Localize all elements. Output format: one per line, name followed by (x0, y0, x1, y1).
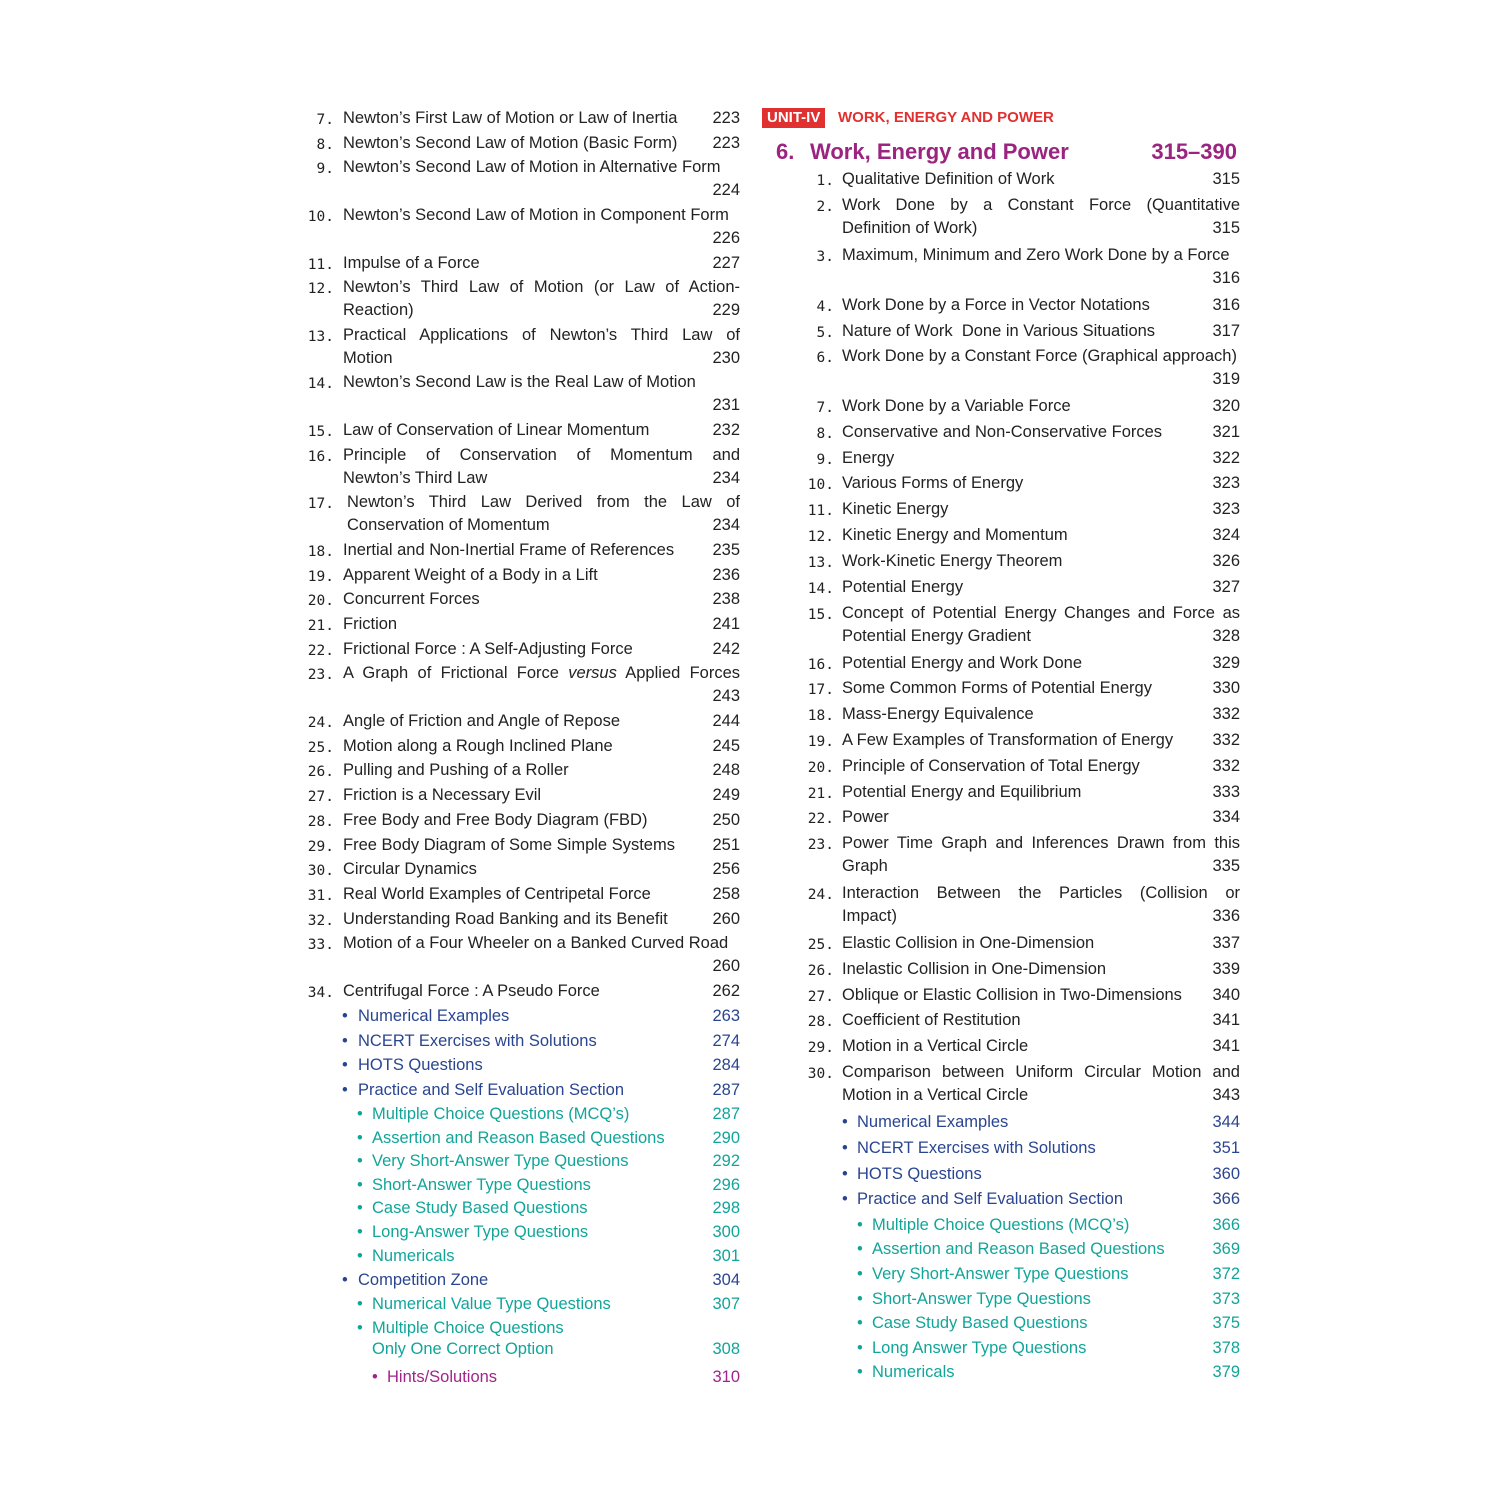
entry-page: 333 (1212, 783, 1240, 801)
entry-title: Principle of Conservation of Total Energy (842, 757, 1140, 775)
entry-title: Oblique or Elastic Collision in Two-Dimensions (842, 986, 1182, 1004)
entry-page: 332 (1212, 731, 1240, 749)
bullet-dot: • (857, 1265, 863, 1283)
entry-title: Interaction Between the Particles (Collision or (842, 884, 1240, 902)
bullet-label: Competition Zone (358, 1271, 489, 1289)
entry-page: 341 (1212, 1011, 1240, 1029)
entry-number: 14. (307, 376, 334, 392)
entry-page: 251 (712, 836, 740, 854)
bullet-dot: • (357, 1176, 363, 1194)
entry-title: Motion along a Rough Inclined Plane (343, 737, 613, 755)
bullet-page: 287 (712, 1105, 740, 1123)
entry-number: 29. (807, 1040, 834, 1056)
entry-page: 332 (1212, 705, 1240, 723)
entry-number: 13. (807, 555, 834, 571)
bullet-page: 292 (712, 1152, 740, 1170)
entry-page: 232 (712, 421, 740, 439)
entry-title-cont: Motion in a Vertical Circle (842, 1086, 1029, 1104)
bullet-dot: • (842, 1113, 848, 1131)
entry-number: 4. (816, 299, 834, 315)
entry-number: 21. (307, 618, 334, 634)
bullet-label: HOTS Questions (857, 1165, 982, 1183)
entry-number: 23. (807, 837, 834, 853)
entry-title: Inertial and Non-Inertial Frame of References (343, 541, 675, 559)
bullet-page: 298 (712, 1199, 740, 1217)
entry-title: Comparison between Uniform Circular Motion and (842, 1063, 1240, 1081)
entry-title: Free Body and Free Body Diagram (FBD) (343, 811, 648, 829)
entry-title: Qualitative Definition of Work (842, 170, 1055, 188)
entry-title: Free Body Diagram of Some Simple Systems (343, 836, 675, 854)
bullet-page: 287 (712, 1081, 740, 1099)
entry-page: 327 (1212, 578, 1240, 596)
entry-title-cont: Reaction) (343, 301, 414, 319)
entry-title: Conservative and Non-Conservative Forces (842, 423, 1163, 441)
bullet-dot: • (357, 1295, 363, 1313)
bullet-label: Multiple Choice Questions (MCQ’s) (872, 1216, 1130, 1234)
entry-number: 12. (307, 281, 334, 297)
entry-page: 319 (1212, 370, 1240, 388)
entry-title: Potential Energy and Work Done (842, 654, 1082, 672)
bullet-dot: • (357, 1223, 363, 1241)
bullet-label: Very Short-Answer Type Questions (372, 1152, 629, 1170)
entry-number: 25. (807, 937, 834, 953)
entry-title: Newton’s Second Law of Motion (Basic Form) (343, 134, 678, 152)
entry-number: 15. (307, 424, 334, 440)
entry-title: Real World Examples of Centripetal Force (343, 885, 651, 903)
entry-number: 11. (807, 503, 834, 519)
entry-page: 260 (712, 957, 740, 975)
entry-number: 30. (807, 1066, 834, 1082)
entry-title: A Graph of Frictional Force versus Applied Forces (343, 664, 741, 682)
entry-page: 343 (1212, 1086, 1240, 1104)
entry-page: 321 (1212, 423, 1240, 441)
bullet-page: 360 (1212, 1165, 1240, 1183)
entry-page: 227 (712, 254, 740, 272)
bullet-page: 296 (712, 1176, 740, 1194)
entry-number: 7. (816, 400, 834, 416)
entry-page: 245 (712, 737, 740, 755)
entry-title: Newton’s Third Law Derived from the Law of (347, 493, 740, 511)
entry-number: 9. (316, 161, 334, 177)
entry-title: Work Done by a Force in Vector Notations (842, 296, 1150, 314)
bullet-dot: • (357, 1247, 363, 1265)
entry-number: 32. (307, 913, 334, 929)
entry-number: 1. (816, 173, 834, 189)
entry-number: 19. (307, 569, 334, 585)
bullet-page: 344 (1212, 1113, 1240, 1131)
entry-page: 317 (1212, 322, 1240, 340)
bullet-label: Practice and Self Evaluation Section (358, 1081, 624, 1099)
entry-title: Practical Applications of Newton’s Third Law of (343, 326, 740, 344)
entry-page: 230 (712, 349, 740, 367)
entry-title: A Few Examples of Transformation of Energy (842, 731, 1174, 749)
entry-page: 316 (1212, 296, 1240, 314)
entry-title: Nature of Work Done in Various Situations (842, 322, 1156, 340)
entry-title-cont: Newton’s Third Law (343, 469, 488, 487)
entry-title: Motion in a Vertical Circle (842, 1037, 1029, 1055)
bullet-label: Numerical Value Type Questions (372, 1295, 611, 1313)
entry-number: 3. (816, 249, 834, 265)
entry-number: 6. (816, 350, 834, 366)
chapter-page-range: 315–390 (1151, 139, 1237, 164)
entry-number: 30. (307, 863, 334, 879)
entry-page: 322 (1212, 449, 1240, 467)
entry-number: 17. (807, 682, 834, 698)
bullet-label: Long-Answer Type Questions (372, 1223, 589, 1241)
entry-title: Motion of a Four Wheeler on a Banked Curved Road (343, 934, 729, 952)
entry-title: Newton’s First Law of Motion or Law of Inertia (343, 109, 678, 127)
entry-title: Pulling and Pushing of a Roller (343, 761, 569, 779)
bullet-page: 369 (1212, 1240, 1240, 1258)
bullet-page: 375 (1212, 1314, 1240, 1332)
bullet-label: Numericals (872, 1363, 955, 1381)
entry-page: 229 (712, 301, 740, 319)
entry-title-cont: Definition of Work) (842, 219, 978, 237)
entry-page: 334 (1212, 808, 1240, 826)
entry-page: 332 (1212, 757, 1240, 775)
bullet-label-cont: Only One Correct Option (372, 1340, 554, 1358)
entry-title: Newton’s Second Law of Motion in Alternative Form (343, 158, 721, 176)
entry-page: 234 (712, 516, 740, 534)
entry-page: 315 (1212, 219, 1240, 237)
entry-title: Maximum, Minimum and Zero Work Done by a Force (842, 246, 1230, 264)
entry-page: 336 (1212, 907, 1240, 925)
entry-page: 337 (1212, 934, 1240, 952)
entry-title: Angle of Friction and Angle of Repose (343, 712, 621, 730)
entry-number: 13. (307, 329, 334, 345)
entry-number: 16. (307, 449, 334, 465)
bullet-label: HOTS Questions (358, 1056, 483, 1074)
bullet-dot: • (842, 1139, 848, 1157)
bullet-page: 372 (1212, 1265, 1240, 1283)
bullet-dot: • (342, 1007, 348, 1025)
entry-page: 260 (712, 910, 740, 928)
bullet-dot: • (857, 1314, 863, 1332)
entry-title: Understanding Road Banking and its Benefit (343, 910, 668, 928)
entry-title: Concept of Potential Energy Changes and Force as (842, 604, 1240, 622)
bullet-label: NCERT Exercises with Solutions (358, 1032, 597, 1050)
entry-page: 241 (712, 615, 740, 633)
entry-number: 21. (807, 786, 834, 802)
entry-page: 234 (712, 469, 740, 487)
bullet-dot: • (357, 1152, 363, 1170)
entry-page: 316 (1212, 269, 1240, 287)
bullet-dot: • (857, 1240, 863, 1258)
entry-number: 22. (807, 811, 834, 827)
entry-number: 29. (307, 839, 334, 855)
entry-title-cont: Graph (842, 857, 888, 875)
bullet-dot: • (357, 1319, 363, 1337)
bullet-label: Practice and Self Evaluation Section (857, 1190, 1123, 1208)
entry-page: 256 (712, 860, 740, 878)
bullet-dot: • (342, 1032, 348, 1050)
entry-number: 28. (307, 814, 334, 830)
entry-title: Newton’s Second Law of Motion in Component Form (343, 206, 729, 224)
entry-title-cont: Conservation of Momentum (347, 516, 550, 534)
entry-number: 27. (807, 989, 834, 1005)
entry-title: Friction is a Necessary Evil (343, 786, 542, 804)
entry-page: 324 (1212, 526, 1240, 544)
entry-page: 223 (712, 109, 740, 127)
entry-number: 11. (307, 257, 334, 273)
entry-title: Concurrent Forces (343, 590, 480, 608)
entry-number: 8. (316, 137, 334, 153)
entry-title: Mass-Energy Equivalence (842, 705, 1034, 723)
entry-number: 26. (807, 963, 834, 979)
bullet-page: 301 (712, 1247, 740, 1265)
bullet-label: Numerical Examples (857, 1113, 1009, 1131)
entry-title: Law of Conservation of Linear Momentum (343, 421, 650, 439)
entry-title: Centrifugal Force : A Pseudo Force (343, 982, 600, 1000)
entry-number: 18. (307, 544, 334, 560)
entry-page: 329 (1212, 654, 1240, 672)
bullet-label: Numerical Examples (358, 1007, 510, 1025)
entry-title: Potential Energy and Equilibrium (842, 783, 1082, 801)
bullet-page: 366 (1212, 1216, 1240, 1234)
entry-number: 22. (307, 643, 334, 659)
entry-number: 9. (816, 452, 834, 468)
entry-page: 323 (1212, 500, 1240, 518)
chapter-number: 6. (776, 139, 795, 164)
bullet-page: 263 (712, 1007, 740, 1025)
bullet-label: Multiple Choice Questions (MCQ’s) (372, 1105, 630, 1123)
entry-page: 341 (1212, 1037, 1240, 1055)
bullet-dot: • (842, 1165, 848, 1183)
bullet-page: 308 (712, 1340, 740, 1358)
entry-number: 5. (816, 325, 834, 341)
bullet-page: 351 (1212, 1139, 1240, 1157)
entry-number: 19. (807, 734, 834, 750)
bullet-label: Short-Answer Type Questions (372, 1176, 591, 1194)
bullet-label: Very Short-Answer Type Questions (872, 1265, 1129, 1283)
bullet-label: Assertion and Reason Based Questions (872, 1240, 1165, 1258)
chapter-heading[interactable] (776, 138, 1240, 166)
entry-number: 23. (307, 667, 334, 683)
bullet-label: Hints/Solutions (387, 1368, 498, 1386)
entry-page: 243 (712, 687, 740, 705)
entry-page: 223 (712, 134, 740, 152)
entry-title: Principle of Conservation of Momentum and (343, 446, 740, 464)
bullet-page: 310 (712, 1368, 740, 1386)
bullet-dot: • (842, 1190, 848, 1208)
entry-title: Elastic Collision in One-Dimension (842, 934, 1095, 952)
chapter-title: Work, Energy and Power (810, 139, 1069, 164)
entry-number: 18. (807, 708, 834, 724)
bullet-page: 274 (712, 1032, 740, 1050)
bullet-dot: • (357, 1199, 363, 1217)
entry-title: Various Forms of Energy (842, 474, 1024, 492)
entry-number: 25. (307, 740, 334, 756)
entry-page: 339 (1212, 960, 1240, 978)
entry-number: 10. (807, 477, 834, 493)
entry-page: 330 (1212, 679, 1240, 697)
entry-page: 320 (1212, 397, 1240, 415)
bullet-label: Multiple Choice Questions (372, 1319, 564, 1337)
entry-number: 27. (307, 789, 334, 805)
entry-title: Circular Dynamics (343, 860, 477, 878)
entry-title: Energy (842, 449, 895, 467)
bullet-page: 300 (712, 1223, 740, 1241)
bullet-page: 378 (1212, 1339, 1240, 1357)
entry-page: 235 (712, 541, 740, 559)
entry-number: 7. (316, 112, 334, 128)
bullet-page: 366 (1212, 1190, 1240, 1208)
bullet-dot: • (857, 1363, 863, 1381)
entry-title-cont: Impact) (842, 907, 898, 925)
entry-number: 26. (307, 764, 334, 780)
entry-number: 24. (807, 887, 834, 903)
entry-number: 2. (816, 199, 834, 215)
entry-page: 326 (1212, 552, 1240, 570)
bullet-label: Numericals (372, 1247, 455, 1265)
entry-title: Coefficient of Restitution (842, 1011, 1021, 1029)
entry-number: 17. (307, 496, 334, 512)
bullet-page: 304 (712, 1271, 740, 1289)
entry-page: 236 (712, 566, 740, 584)
entry-page: 258 (712, 885, 740, 903)
entry-title: Frictional Force : A Self-Adjusting Force (343, 640, 633, 658)
entry-page: 242 (712, 640, 740, 658)
entry-number: 15. (807, 607, 834, 623)
entry-number: 24. (307, 715, 334, 731)
entry-title: Work Done by a Variable Force (842, 397, 1071, 415)
entry-title: Newton’s Third Law of Motion (or Law of Action- (343, 278, 740, 296)
entry-title: Kinetic Energy (842, 500, 949, 518)
entry-title: Work Done by a Constant Force (Graphical approach) (842, 347, 1237, 365)
entry-number: 34. (307, 985, 334, 1001)
bullet-label: Case Study Based Questions (372, 1199, 588, 1217)
unit-badge: UNIT-IV (762, 108, 825, 128)
bullet-label: Long Answer Type Questions (872, 1339, 1087, 1357)
entry-page: 244 (712, 712, 740, 730)
entry-page: 249 (712, 786, 740, 804)
entry-title: Power Time Graph and Inferences Drawn from this (842, 834, 1240, 852)
entry-title: Work Done by a Constant Force (Quantitative (842, 196, 1240, 214)
entry-number: 20. (307, 593, 334, 609)
entry-page: 315 (1212, 170, 1240, 188)
entry-title: Friction (343, 615, 398, 633)
entry-page: 224 (712, 181, 740, 199)
bullet-page: 373 (1212, 1290, 1240, 1308)
entry-page: 248 (712, 761, 740, 779)
bullet-page: 290 (712, 1129, 740, 1147)
bullet-page: 307 (712, 1295, 740, 1313)
entry-title: Kinetic Energy and Momentum (842, 526, 1068, 544)
bullet-dot: • (342, 1271, 348, 1289)
entry-page: 238 (712, 590, 740, 608)
entry-number: 14. (807, 581, 834, 597)
bullet-page: 284 (712, 1056, 740, 1074)
entry-page: 323 (1212, 474, 1240, 492)
entry-page: 328 (1212, 627, 1240, 645)
bullet-label: NCERT Exercises with Solutions (857, 1139, 1096, 1157)
entry-title-cont: Potential Energy Gradient (842, 627, 1031, 645)
entry-number: 20. (807, 760, 834, 776)
entry-page: 231 (712, 396, 740, 414)
bullet-dot: • (357, 1105, 363, 1123)
entry-page: 262 (712, 982, 740, 1000)
entry-number: 31. (307, 888, 334, 904)
unit-title: WORK, ENERGY AND POWER (838, 109, 1054, 126)
entry-title: Work-Kinetic Energy Theorem (842, 552, 1063, 570)
entry-title: Apparent Weight of a Body in a Lift (343, 566, 598, 584)
entry-title: Inelastic Collision in One-Dimension (842, 960, 1107, 978)
entry-page: 226 (712, 229, 740, 247)
bullet-label: Case Study Based Questions (872, 1314, 1088, 1332)
entry-number: 16. (807, 657, 834, 673)
bullet-page: 379 (1212, 1363, 1240, 1381)
bullet-dot: • (372, 1368, 378, 1386)
bullet-dot: • (857, 1216, 863, 1234)
bullet-dot: • (857, 1290, 863, 1308)
entry-page: 250 (712, 811, 740, 829)
bullet-dot: • (357, 1129, 363, 1147)
entry-number: 28. (807, 1014, 834, 1030)
bullet-label: Assertion and Reason Based Questions (372, 1129, 665, 1147)
bullet-dot: • (342, 1056, 348, 1074)
bullet-label: Short-Answer Type Questions (872, 1290, 1091, 1308)
entry-title: Potential Energy (842, 578, 964, 596)
bullet-dot: • (857, 1339, 863, 1357)
entry-title: Power (842, 808, 889, 826)
entry-number: 10. (307, 209, 334, 225)
entry-title: Newton’s Second Law is the Real Law of Motion (343, 373, 696, 391)
entry-number: 33. (307, 937, 334, 953)
entry-page: 340 (1212, 986, 1240, 1004)
entry-title: Some Common Forms of Potential Energy (842, 679, 1152, 697)
bullet-dot: • (342, 1081, 348, 1099)
entry-title: Impulse of a Force (343, 254, 480, 272)
entry-number: 12. (807, 529, 834, 545)
entry-page: 335 (1212, 857, 1240, 875)
entry-number: 8. (816, 426, 834, 442)
entry-title-cont: Motion (343, 349, 393, 367)
